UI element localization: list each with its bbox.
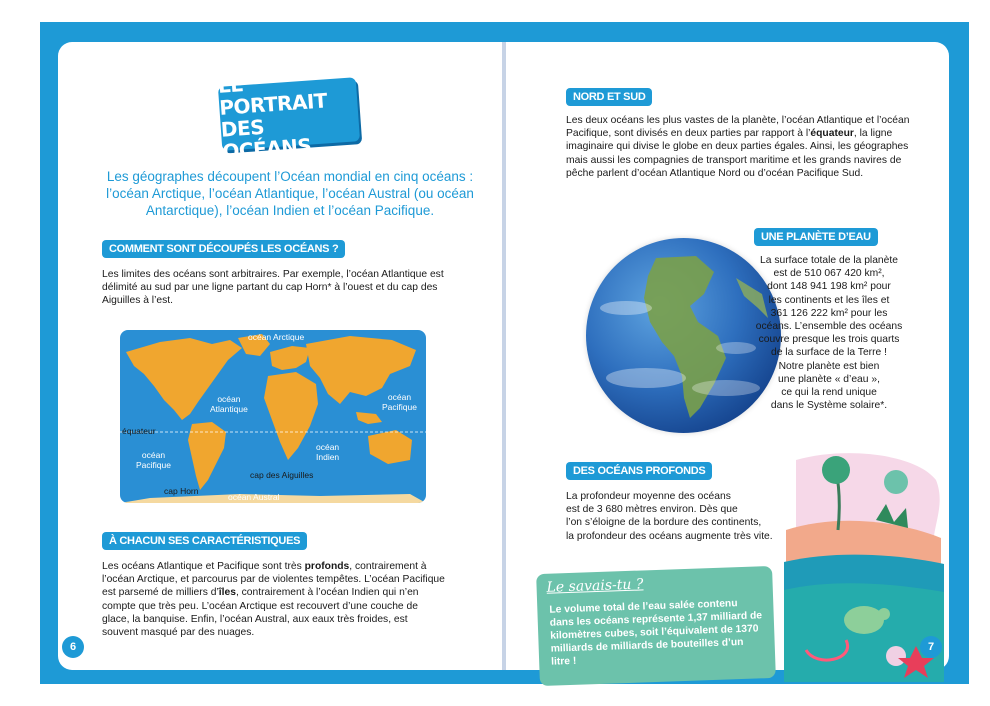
section-text-planete [734, 254, 924, 412]
section-tag-planete: UNE PLANÈTE D’EAU [754, 228, 878, 246]
section-tag-decoupage: COMMENT SONT DÉCOUPÉS LES OCÉANS ? [102, 240, 345, 258]
profonds-line: La profondeur moyenne des océans [566, 491, 731, 502]
did-you-know-title: Le savais-tu ? [546, 576, 644, 596]
world-map [120, 330, 426, 503]
planete-line: La surface totale de la planète [760, 255, 898, 266]
book-spread [40, 22, 969, 684]
map-label-aiguilles: cap des Aiguilles [250, 470, 314, 480]
right-page [506, 42, 949, 670]
planete-line: les continents et les îles et [768, 294, 890, 306]
page-number-right: 7 [920, 636, 942, 658]
map-label-pacific-east: océan Pacifique [382, 392, 417, 412]
page-title-line1: LE PORTRAIT [217, 72, 328, 120]
map-label-equator: équateur [122, 426, 156, 436]
section-tag-caracteristiques: À CHACUN SES CARACTÉRISTIQUES [102, 532, 307, 550]
page-title-line2: DES OCÉANS [220, 114, 313, 164]
intro-text: Les géographes découpent l’Océan mondial en cinq océans : l’océan Arctique, l’océan Atlantique, l’océan Austral (ou océan Antarctique), l’océan Indien et l’océan Pacifique. [106, 169, 474, 218]
planete-line: océans. L’ensemble des océans [755, 321, 903, 333]
planete-line: est de 510 067 420 km², [773, 268, 885, 280]
planete-line: de la surface de la Terre ! [770, 347, 887, 359]
planete-line: 361 126 222 km² pour les [770, 307, 888, 319]
planete-line: ce qui la rend unique [781, 387, 877, 399]
section-tag-profonds: DES OCÉANS PROFONDS [566, 462, 712, 480]
map-label-austral: océan Austral [228, 492, 280, 502]
profonds-line: la profondeur des océans augmente très vite. [566, 530, 773, 542]
did-you-know-text: Le volume total de l’eau salée contenu dans les océans représente 1,37 milliard de kilomètres cubes, soit l’équivalent de 1370 milliards de milliards de bouteilles d’un litre ! [549, 598, 763, 668]
section-tag-nord-sud: NORD ET SUD [566, 88, 652, 106]
section-text-caracteristiques: Les océans Atlantique et Pacifique sont très profonds, contrairement à l’océan Arctique, et parcourus par de violentes tempêtes. L’océan Pacifique est parsemé de milliers d’îles, contrairement à l’océan Indien qui n’en compte que très peu. L’océan Arctique est recouvert d’une couche de glace, la banquise. Enfin, l’océan Austral, aux eaux très froides, est souvent masqué par des nuages. [102, 561, 445, 639]
profonds-line: est de 3 680 mètres environ. Dès que [566, 504, 738, 516]
did-you-know-box [536, 566, 776, 686]
section-text-nord-sud: Les deux océans les plus vastes de la planète, l’océan Atlantique et l’océan Pacifique, sont divisés en deux parties par rapport à l’équateur, la ligne imaginaire qui divise le globe en deux parties égales. Ainsi, les géographes mais aussi les compagnies de transport maritime et les grands navires de pêche parlent d’océan Atlantique Nord ou d’océan Pacifique Sud. [566, 115, 910, 179]
left-page [58, 42, 502, 670]
map-label-horn: cap Horn [164, 486, 199, 496]
planete-line: dans le Système solaire*. [770, 400, 888, 412]
map-label-indian: océan Indien [316, 442, 340, 462]
planete-line: Notre planète est bien [778, 360, 880, 372]
planete-line: couvre presque les trois quarts [758, 334, 900, 346]
map-label-atlantic: océan Atlantique [210, 394, 248, 414]
map-label-pacific-west: océan Pacifique [136, 450, 171, 470]
page-number-left: 6 [62, 636, 84, 658]
planete-line: une planète « d’eau », [778, 373, 880, 385]
profonds-line: l’on s’éloigne de la bordure des continents, [566, 517, 762, 529]
section-text-profonds [566, 490, 786, 543]
map-label-arctic: océan Arctique [248, 332, 305, 342]
planete-line: dont 148 941 198 km² pour [767, 281, 891, 293]
section-text-decoupage: Les limites des océans sont arbitraires. Par exemple, l’océan Atlantique est délimité au sud par une ligne partant du cap Horn* à l’ouest et du cap des Aiguilles à l’est. [102, 269, 444, 307]
page-title [217, 72, 360, 164]
